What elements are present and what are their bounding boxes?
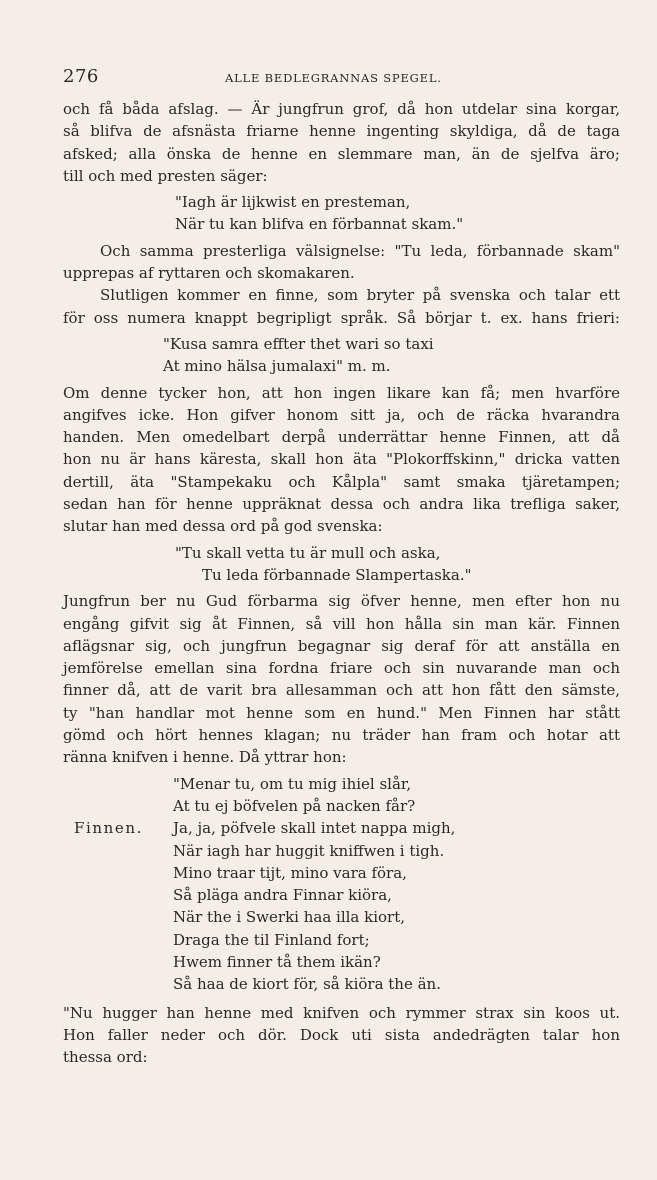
verse-line: At tu ej böfvelen på nacken får? [173, 796, 416, 815]
paragraph [63, 590, 620, 768]
text-line: Och samma presterliga välsignelse: "Tu leda, förbannade skam" [100, 241, 620, 260]
speaker-label: Finnen. [74, 819, 144, 838]
text-line: aflägsnar sig, och jungfrun begagnar sig deraf för att anställa en [63, 636, 620, 655]
verse-line: "Menar tu, om tu mig ihiel slår, [173, 774, 412, 793]
paragraph [63, 240, 620, 285]
page-number: 276 [63, 66, 99, 87]
body-text [63, 98, 620, 1068]
text-line: afsked; alla önska de henne en slemmare man, än de sjelfva äro; [63, 144, 620, 163]
text-line: jemförelse emellan sina fordna friare och sin nuvarande man och [63, 659, 620, 678]
running-head: ALLE BEDLEGRANNAS SPEGEL. [225, 71, 442, 85]
text-line: till och med presten säger: [63, 166, 268, 185]
verse-line: Mino traar tijt, mino vara föra, [173, 863, 407, 882]
verse-line: Tu leda förbannade Slampertaska." [202, 565, 472, 584]
verse-line: Hwem finner tå them ikän? [173, 952, 381, 971]
verse-line: När tu kan blifva en förbannat skam." [175, 215, 464, 234]
verse-line: Så pläga andra Finnar kiöra, [173, 886, 392, 905]
text-line: och få båda afslag. — Är jungfrun grof, då hon utdelar sina korgar, [63, 100, 620, 118]
text-line: finner då, att de varit bra allesamman och att hon fått den sämste, [63, 681, 620, 700]
page-header [63, 66, 623, 92]
verse-quote [63, 542, 620, 587]
verse-line: Draga the til Finland fort; [173, 930, 370, 949]
text-line: gömd och hört hennes klagan; nu träder han fram och hotar att [63, 726, 620, 745]
text-line: upprepas af ryttaren och skomakaren. [63, 264, 355, 283]
verse-line: "Iagh är lijkwist en presteman, [175, 193, 411, 212]
verse-line: När the i Swerki haa illa kiort, [173, 908, 406, 927]
text-line: dertill, äta "Stampekaku och Kålpla" samt smaka tjäretampen; [63, 472, 620, 491]
text-line: ty "han handlar mot henne som en hund." Men Finnen har stått [63, 703, 620, 722]
text-line: engång gifvit sig åt Finnen, så vill hon hålla sin man kär. Finnen [63, 614, 620, 633]
verse-line: "Kusa samra effter thet wari so taxi [163, 334, 434, 353]
text-line: thessa ord: [63, 1048, 148, 1067]
verse-line: "Tu skall vetta tu är mull och aska, [175, 543, 441, 562]
verse-quote [63, 191, 620, 236]
text-line: hon nu är hans käresta, skall hon äta "Plokorffskinn," dricka vatten [63, 450, 620, 469]
text-line: ränna knifven i henne. Då yttrar hon: [63, 748, 347, 767]
verse-line: At mino hälsa jumalaxi" m. m. [163, 357, 391, 376]
verse-line: När iagh har huggit kniffwen i tigh. [173, 841, 445, 860]
paragraph [63, 98, 620, 187]
text-line: "Nu hugger han henne med knifven och rymmer strax sin koos ut. [63, 1003, 620, 1022]
text-line: så blifva de afsnästa friarne henne ingenting skyldiga, då de taga [63, 122, 620, 141]
verse-quote [63, 333, 620, 378]
text-line: sedan han för henne uppräknat dessa och andra lika trefliga saker, [63, 495, 620, 514]
text-line: slutar han med dessa ord på god svenska: [63, 517, 383, 536]
verse-line: Så haa de kiort för, så kiöra the än. [173, 975, 441, 994]
dialogue-verse [63, 773, 620, 996]
text-line: Hon faller neder och dör. Dock uti sista andedrägten talar hon [63, 1025, 620, 1044]
verse-line: Ja, ja, pöfvele skall intet nappa migh, [173, 819, 456, 838]
text-line: handen. Men omedelbart derpå underrättar henne Finnen, att då [63, 428, 620, 447]
text-line: angifves icke. Hon gifver honom sitt ja, och de räcka hvarandra [63, 405, 620, 424]
paragraph [63, 382, 620, 538]
text-line: Jungfrun ber nu Gud förbarma sig öfver henne, men efter hon nu [63, 592, 620, 611]
text-line: Om denne tycker hon, att hon ingen likare kan få; men hvarföre [63, 383, 620, 402]
text-line: Slutligen kommer en finne, som bryter på svenska och talar ett [100, 286, 620, 305]
text-line: för oss numera knappt begripligt språk. Så börjar t. ex. hans frieri: [63, 308, 620, 327]
paragraph [63, 1002, 620, 1069]
paragraph [63, 284, 620, 329]
